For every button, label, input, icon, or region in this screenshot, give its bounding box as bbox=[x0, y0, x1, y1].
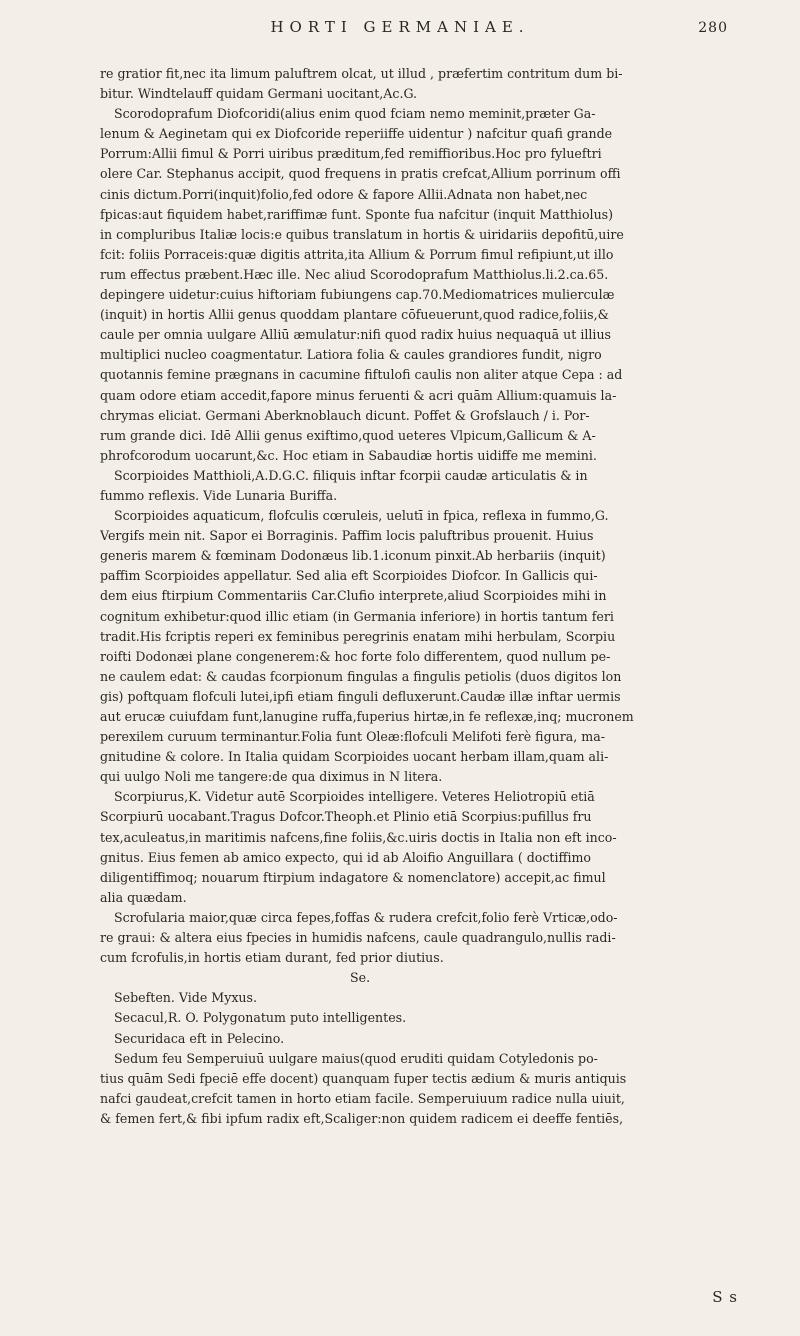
text-line: nafci gaudeat,crefcit tamen in horto etiam facile. Semperuiuum radice nulla uiuit, bbox=[100, 1090, 625, 1106]
text-line: Secacul,R. O. Polygonatum puto intelligentes. bbox=[114, 1010, 407, 1026]
text-line: re gratior fit,nec ita limum paluftrem olcat, ut illud , præfertim contritum dum bi- bbox=[100, 66, 623, 81]
text-line: dem eius ftirpium Commentariis Car.Clufio interprete,aliud Scorpioides mihi in bbox=[100, 588, 607, 604]
text-line: gnitus. Eius femen ab amico expecto, qui id ab Aloifio Anguillara ( doctiffimo bbox=[100, 849, 592, 865]
text-line: Scorpiurus,K. Videtur autē Scorpioides intelligere. Veteres Heliotropiū etiā bbox=[114, 789, 595, 805]
text-line: Securidaca eft in Pelecino. bbox=[114, 1030, 285, 1046]
text-line: Scrofularia maior,quæ circa fepes,foffas & rudera crefcit,folio ferè Vrticæ,odo- bbox=[114, 909, 618, 925]
text-line: diligentiffimoq; nouarum ftirpium indagatore & nomenclatore) accepit,ac fimul bbox=[100, 869, 606, 885]
text-line: rum grande dici. Idē Allii genus exiftimo,quod ueteres Vlpicum,Gallicum & A- bbox=[100, 427, 596, 443]
text-line: alia quædam. bbox=[100, 889, 187, 905]
text-line: Sedum feu Semperuiuū uulgare maius(quod eruditi quidam Cotyledonis po- bbox=[114, 1050, 598, 1066]
text-line: (inquit) in hortis Allii genus quoddam plantare cōfueuerunt,quod radice,foliis,& bbox=[100, 307, 609, 323]
text-line: caule per omnia uulgare Alliū æmulatur:nifi quod radix huius nequaquā ut illius bbox=[100, 327, 612, 343]
text-line: Se. bbox=[350, 970, 371, 986]
text-line: Scorpiurū uocabant.Tragus Dofcor.Theoph.et Plinio etiā Scorpius:pufillus fru bbox=[100, 809, 592, 825]
text-line: generis marem & fœminam Dodonæus lib.1.iconum pinxit.Ab herbariis (inquit) bbox=[100, 548, 606, 564]
page-header bbox=[0, 18, 800, 48]
text-line: tex,aculeatus,in maritimis nafcens,fine foliis,&c.uiris doctis in Italia non eft inco- bbox=[100, 829, 617, 845]
text-line: Scorodoprafum Diofcoridi(alius enim quod fciam nemo meminit,præter Ga- bbox=[114, 106, 596, 122]
text-line: cinis dictum.Porri(inquit)folio,fed odore & fapore Allii.Adnata non habet,nec bbox=[100, 186, 588, 202]
page-number: 280 bbox=[698, 20, 728, 36]
text-line: depingere uidetur:cuius hiftoriam fubiungens cap.70.Mediomatrices mulierculæ bbox=[100, 287, 615, 303]
text-line: Scorpioides aquaticum, flofculis cœruleis, uelutī in fpica, reflexa in fummo,G. bbox=[114, 508, 609, 524]
text-line: fcit: foliis Porraceis:quæ digitis attrita,ita Allium & Porrum fimul refipiunt,ut illo bbox=[100, 246, 614, 262]
text-line: aut erucæ cuiufdam funt,lanugine ruffa,fuperius hirtæ,in fe reflexæ,inq; mucronem bbox=[100, 709, 634, 724]
text-line: quotannis femine prægnans in cacumine fiftulofi caulis non aliter atque Cepa : ad bbox=[100, 367, 623, 383]
text-line: cum fcrofulis,in hortis etiam durant, fed prior diutius. bbox=[100, 950, 444, 966]
catchword: S s bbox=[712, 1288, 738, 1306]
text-line: gnitudine & colore. In Italia quidam Scorpioides uocant herbam illam,quam ali- bbox=[100, 749, 609, 765]
text-line: phrofcorodum uocarunt,&c. Hoc etiam in Sabaudiæ hortis uidiffe me memini. bbox=[100, 447, 597, 463]
text-line: tius quām Sedi fpeciē effe docent) quanquam fuper tectis ædium & muris antiquis bbox=[100, 1070, 627, 1086]
text-line: fummo reflexis. Vide Lunaria Buriffa. bbox=[100, 487, 338, 503]
text-line: lenum & Aeginetam qui ex Diofcoride reperiiffe uidentur ) nafcitur quafi grande bbox=[100, 126, 613, 142]
text-line: paffim Scorpioides appellatur. Sed alia eft Scorpioides Diofcor. In Gallicis qui- bbox=[100, 568, 598, 584]
text-line: Vergifs mein nit. Sapor ei Borraginis. Paffim locis paluftribus prouenit. Huius bbox=[100, 528, 594, 544]
text-line: perexilem curuum terminantur.Folia funt Oleæ:flofculi Melifoti ferè figura, ma- bbox=[100, 729, 605, 745]
text-line: roifti Dodonæi plane congenerem:& hoc forte folo differentem, quod nullum pe- bbox=[100, 648, 611, 664]
text-line: bitur. Windtelauff quidam Germani uocitant,Ac.G. bbox=[100, 86, 418, 102]
text-line: Sebeften. Vide Myxus. bbox=[114, 990, 257, 1006]
text-line: Porrum:Allii fimul & Porri uiribus præditum,fed remiffioribus.Hoc pro fylueftri bbox=[100, 146, 602, 162]
text-line: re graui: & altera eius fpecies in humidis nafcens, caule quadrangulo,nullis radi- bbox=[100, 930, 616, 946]
text-line: fpicas:aut fiquidem habet,rariffimæ funt. Sponte fua nafcitur (inquit Matthiolus) bbox=[100, 206, 614, 222]
body-text bbox=[100, 64, 740, 1129]
text-line: Scorpioides Matthioli,A.D.G.C. filiquis inftar fcorpii caudæ articulatis & in bbox=[114, 467, 588, 483]
text-line: ne caulem edat: & caudas fcorpionum fingulas a fingulis petiolis (duos digitos lon bbox=[100, 668, 622, 684]
text-line: chrymas eliciat. Germani Aberknoblauch dicunt. Poffet & Grofslauch / i. Por- bbox=[100, 407, 590, 423]
text-line: qui uulgo Noli me tangere:de qua diximus in N litera. bbox=[100, 769, 443, 785]
running-title: HORTI GERMANIAE. bbox=[270, 18, 530, 36]
text-line: in compluribus Italiæ locis:e quibus translatum in hortis & uiridariis depofitū,uire bbox=[100, 226, 624, 242]
text-line: tradit.His fcriptis reperi ex feminibus peregrinis enatam mihi herbulam, Scorpiu bbox=[100, 628, 616, 644]
text-line: cognitum exhibetur:quod illic etiam (in Germania inferiore) in hortis tantum feri bbox=[100, 608, 614, 624]
text-line: quam odore etiam accedit,fapore minus feruenti & acri quām Allium:quamuis la- bbox=[100, 387, 617, 403]
text-line: rum effectus præbent.Hæc ille. Nec aliud Scorodoprafum Matthiolus.li.2.ca.65. bbox=[100, 266, 609, 282]
text-line: olere Car. Stephanus accipit, quod frequens in pratis crefcat,Allium porrinum offi bbox=[100, 166, 621, 182]
text-line: & femen fert,& fibi ipfum radix eft,Scaliger:non quidem radicem ei deeffe fentiēs, bbox=[100, 1110, 624, 1126]
text-line: multiplici nucleo coagmentatur. Latiora folia & caules grandiores fundit, nigro bbox=[100, 347, 602, 363]
text-line: gis) poftquam flofculi lutei,ipfi etiam finguli defluxerunt.Caudæ illæ inftar uermis bbox=[100, 688, 621, 704]
